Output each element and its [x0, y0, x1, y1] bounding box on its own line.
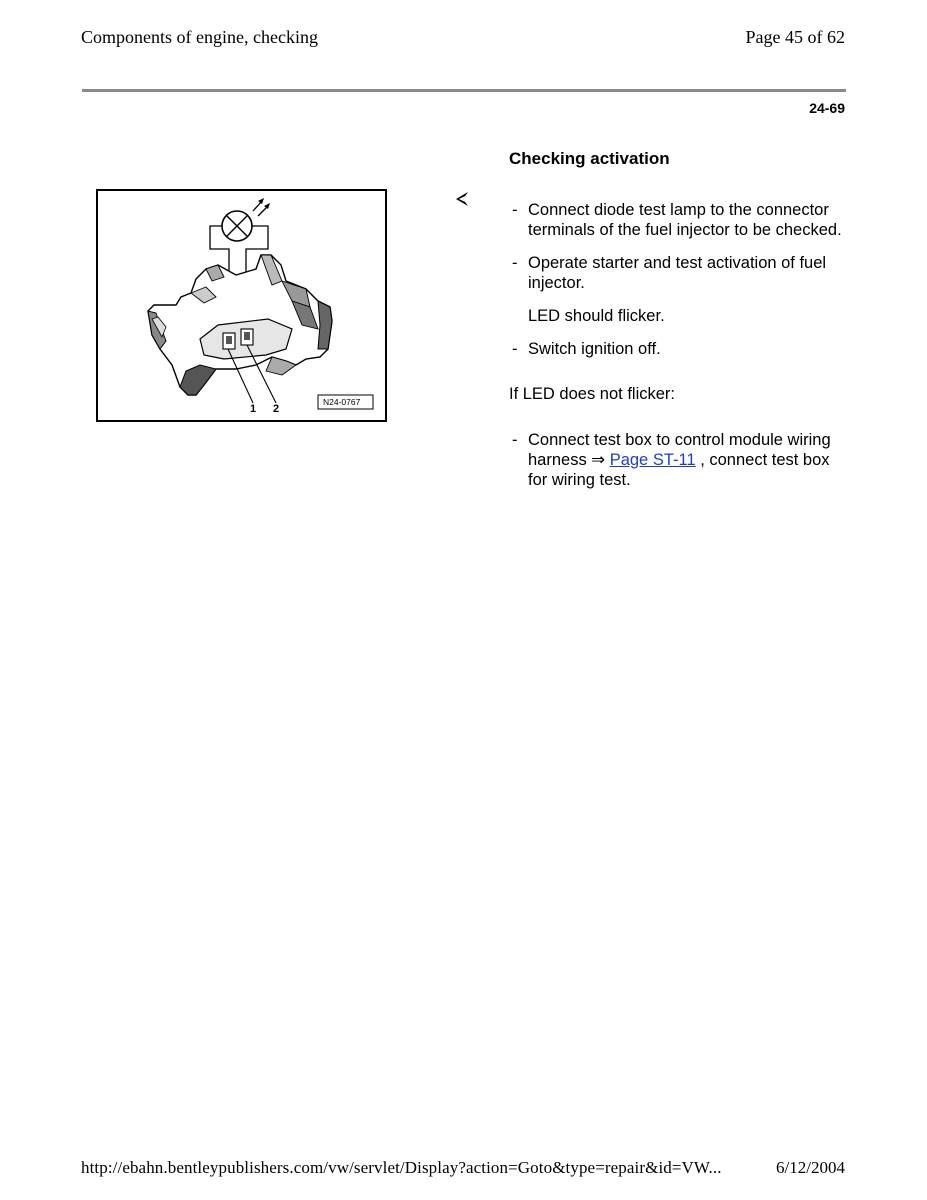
step-text: Switch ignition off. — [528, 340, 661, 358]
step-text: Connect diode test lamp to the connector terminals of the fuel injector to be checked. — [528, 201, 842, 239]
step-item — [509, 200, 849, 240]
note-text: LED should flicker. — [528, 307, 665, 325]
step-text-after: , connect test box for wiring test. — [528, 451, 830, 489]
connector-diagram — [96, 189, 387, 422]
step-dash: - — [512, 254, 518, 272]
step-dash: - — [512, 340, 518, 358]
page-number: Page 45 of 62 — [745, 27, 845, 47]
footer-date: 6/12/2004 — [776, 1158, 845, 1177]
section-heading: Checking activation — [509, 149, 670, 168]
step-text-before: Connect test box to control module wiring harness ⇒ — [528, 431, 831, 469]
figure-code: N24-0767 — [323, 397, 361, 407]
header-divider — [82, 89, 846, 92]
step-item — [509, 339, 849, 359]
step-item — [509, 430, 849, 490]
figure-label-1: 1 — [250, 403, 257, 415]
footer-url: http://ebahn.bentleypublishers.com/vw/servlet/Display?action=Goto&type=repair&id=VW... — [81, 1158, 722, 1177]
step-text: Operate starter and test activation of fuel injector. — [528, 254, 827, 292]
condition-text: If LED does not flicker: — [509, 385, 675, 403]
figure-label-2: 2 — [273, 403, 280, 415]
step-dash: - — [512, 201, 518, 219]
step-dash: - — [512, 431, 518, 449]
instruction-block — [509, 149, 849, 490]
figure-pointer-icon — [454, 191, 470, 207]
page-title: Components of engine, checking — [81, 27, 318, 47]
step-item — [509, 253, 849, 293]
page-st-11-link[interactable]: Page ST-11 — [609, 451, 696, 469]
section-code: 24-69 — [809, 100, 845, 116]
